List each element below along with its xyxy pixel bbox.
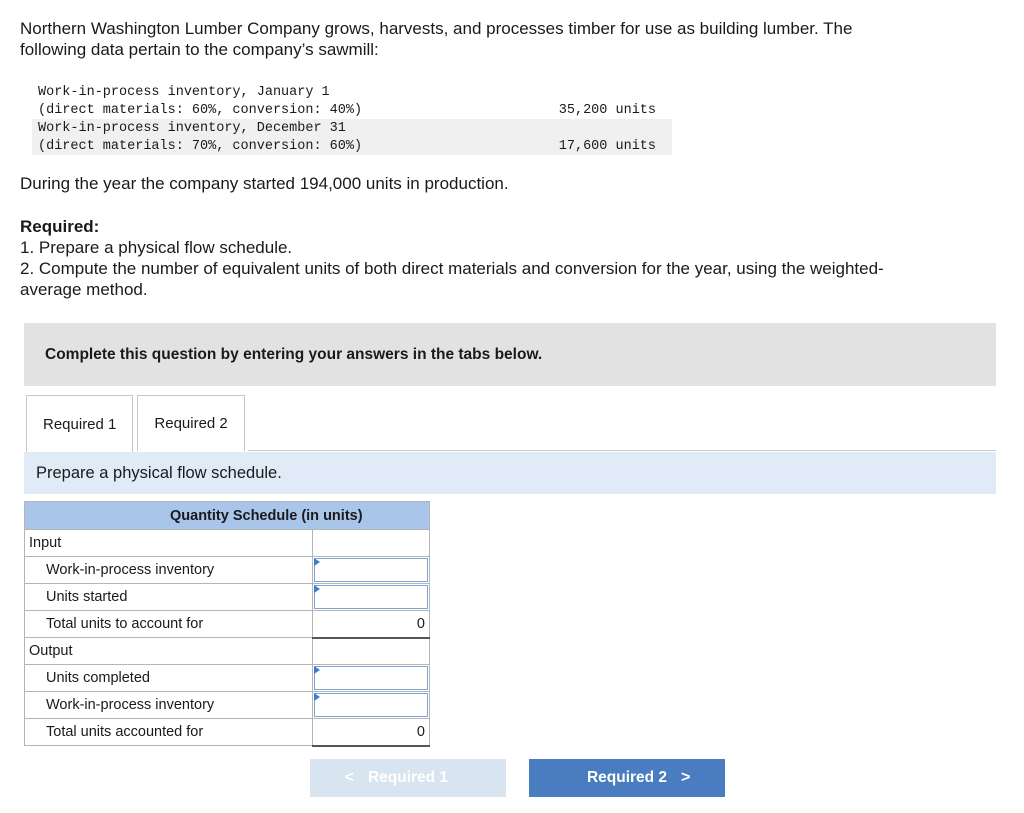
data-row-quantity: 17,600 units bbox=[558, 138, 656, 154]
chevron-left-icon: < bbox=[344, 769, 354, 786]
next-required-button[interactable] bbox=[529, 759, 725, 797]
empty-cell bbox=[313, 638, 430, 665]
data-row-label: Work-in-process inventory, December 31 bbox=[38, 121, 346, 136]
data-row-detail: (direct materials: 60%, conversion: 40%) bbox=[38, 102, 363, 118]
schedule-header-row bbox=[25, 502, 430, 530]
data-row-label: Work-in-process inventory, January 1 bbox=[38, 85, 330, 100]
tab-required-1[interactable]: Required 1 bbox=[26, 395, 133, 452]
output-wip-cell bbox=[313, 692, 430, 719]
schedule-section-row bbox=[25, 530, 430, 557]
tab-required-2[interactable]: Required 2 bbox=[137, 395, 244, 451]
given-data-table bbox=[32, 83, 672, 155]
data-row-wip-dec bbox=[32, 119, 672, 155]
prev-required-button[interactable] bbox=[310, 759, 506, 797]
data-row-quantity: 35,200 units bbox=[558, 102, 656, 118]
tab-divider bbox=[248, 450, 996, 451]
instructions-banner: Complete this question by entering your answers in the tabs below. bbox=[24, 323, 996, 386]
input-section-label: Input bbox=[25, 530, 313, 557]
schedule-section-row bbox=[25, 638, 430, 665]
intro-line-1: Northern Washington Lumber Company grows, harvests, and processes timber for use as building lumber. The bbox=[20, 19, 853, 38]
schedule-row bbox=[25, 557, 430, 584]
answer-tabs bbox=[26, 395, 245, 452]
required-item-2-line-2: average method. bbox=[20, 280, 148, 299]
problem-intro bbox=[20, 18, 1000, 60]
total-accounted-value: 0 bbox=[313, 719, 430, 746]
units-started-cell bbox=[313, 584, 430, 611]
answer-flag-icon bbox=[314, 693, 320, 701]
units-started-field[interactable] bbox=[314, 585, 428, 609]
required-section bbox=[20, 216, 990, 300]
units-started-text: During the year the company started 194,000 units in production. bbox=[20, 174, 509, 193]
quantity-schedule-table bbox=[24, 501, 430, 747]
schedule-total-row bbox=[25, 719, 430, 746]
required-title: Required: bbox=[20, 217, 100, 236]
input-wip-cell bbox=[313, 557, 430, 584]
next-button-label: Required 2 bbox=[586, 769, 668, 786]
schedule-header: Quantity Schedule (in units) bbox=[25, 502, 430, 530]
total-accounted-label: Total units accounted for bbox=[25, 719, 313, 746]
output-wip-label: Work-in-process inventory bbox=[25, 692, 313, 719]
output-wip-field[interactable] bbox=[314, 693, 428, 717]
answer-flag-icon bbox=[314, 585, 320, 593]
schedule-row bbox=[25, 665, 430, 692]
required-item-1: 1. Prepare a physical flow schedule. bbox=[20, 238, 293, 257]
chevron-right-icon: > bbox=[681, 769, 691, 786]
schedule-row bbox=[25, 584, 430, 611]
schedule-row bbox=[25, 692, 430, 719]
total-to-account-label: Total units to account for bbox=[25, 611, 313, 638]
required-item-2-line-1: 2. Compute the number of equivalent units of both direct materials and conversion for the year, using the weighted- bbox=[20, 259, 884, 278]
input-wip-field[interactable] bbox=[314, 558, 428, 582]
schedule-total-row bbox=[25, 611, 430, 638]
total-to-account-value: 0 bbox=[313, 611, 430, 638]
answer-flag-icon bbox=[314, 558, 320, 566]
units-completed-cell bbox=[313, 665, 430, 692]
input-wip-label: Work-in-process inventory bbox=[25, 557, 313, 584]
units-completed-label: Units completed bbox=[25, 665, 313, 692]
units-completed-field[interactable] bbox=[314, 666, 428, 690]
tab-prompt: Prepare a physical flow schedule. bbox=[24, 452, 996, 494]
answer-flag-icon bbox=[314, 666, 320, 674]
intro-line-2: following data pertain to the company’s sawmill: bbox=[20, 40, 379, 59]
data-row-detail: (direct materials: 70%, conversion: 60%) bbox=[38, 138, 363, 154]
output-section-label: Output bbox=[25, 638, 313, 665]
units-started-label: Units started bbox=[25, 584, 313, 611]
prev-button-label: Required 1 bbox=[367, 769, 449, 786]
empty-cell bbox=[313, 530, 430, 557]
data-row-wip-jan bbox=[32, 83, 672, 119]
